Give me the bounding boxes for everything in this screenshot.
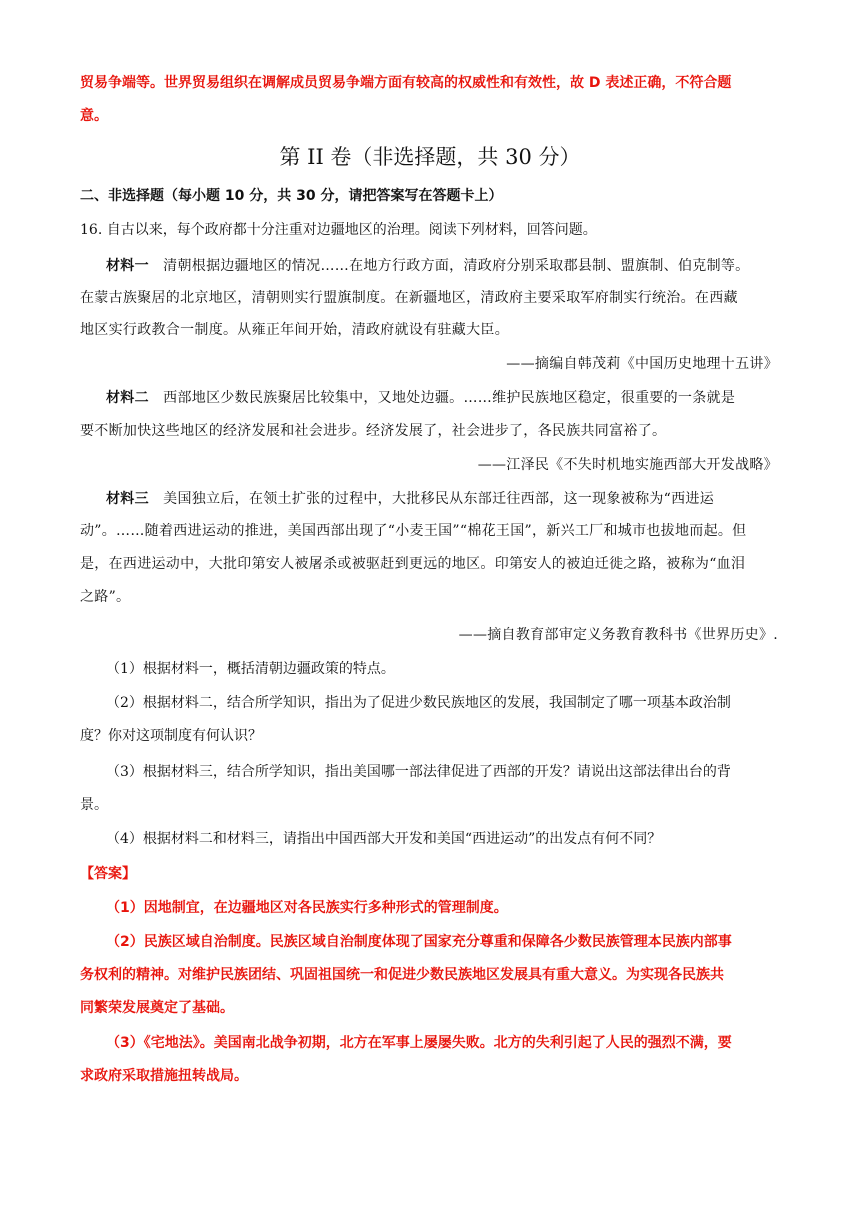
question-stem: 16. 自古以来，每个政府都十分注重对边疆地区的治理。阅读下列材料，回答问题。 bbox=[80, 222, 597, 238]
material-3-line-1 bbox=[106, 489, 780, 509]
material-1-line-1 bbox=[106, 256, 780, 276]
sub-question-1: （1）根据材料一，概括清朝边疆政策的特点。 bbox=[106, 661, 395, 677]
sub-question-2-line-2: 度？你对这项制度有何认识？ bbox=[80, 728, 262, 744]
answer-2-line-3: 同繁荣发展奠定了基础。 bbox=[80, 1000, 234, 1016]
previous-answer-line-1: 贸易争端等。世界贸易组织在调解成员贸易争端方面有较高的权威性和有效性，故 D 表述正确，不符合题 bbox=[80, 75, 732, 91]
material-1-source: ——摘编自韩茂莉《中国历史地理十五讲》 bbox=[506, 356, 778, 372]
material-1-line-2: 在蒙古族聚居的北京地区，清朝则实行盟旗制度。在新疆地区，清政府主要采取军府制实行统治。在西藏 bbox=[80, 290, 738, 306]
material-3-line-4: 之路”。 bbox=[80, 589, 131, 605]
answer-2-line-1: （2）民族区域自治制度。民族区域自治制度体现了国家充分尊重和保障各少数民族管理本民族内部事 bbox=[106, 934, 732, 950]
material-3-label: 材料三 bbox=[106, 491, 149, 507]
material-1-line-3: 地区实行政教合一制度。从雍正年间开始，清政府就设有驻藏大臣。 bbox=[80, 322, 509, 338]
sub-question-4: （4）根据材料二和材料三，请指出中国西部大开发和美国“西进运动”的出发点有何不同？ bbox=[106, 831, 662, 847]
answer-3-line-1: （3）《宅地法》。美国南北战争初期，北方在军事上屡屡失败。北方的失利引起了人民的强烈不满，要 bbox=[106, 1035, 732, 1051]
answer-3-line-2: 求政府采取措施扭转战局。 bbox=[80, 1068, 248, 1084]
material-2-line-1 bbox=[106, 388, 780, 408]
part-heading: 二、非选择题（每小题 10 分，共 30 分，请把答案写在答题卡上） bbox=[80, 188, 503, 204]
material-1-text-1: 清朝根据边疆地区的情况……在地方行政方面，清政府分别采取郡县制、盟旗制、伯克制等。 bbox=[163, 258, 750, 274]
answer-label: 【答案】 bbox=[80, 866, 136, 882]
material-2-line-2: 要不断加快这些地区的经济发展和社会进步。经济发展了，社会进步了，各民族共同富裕了。 bbox=[80, 423, 667, 439]
material-2-text-1: 西部地区少数民族聚居比较集中，又地处边疆。……维护民族地区稳定，很重要的一条就是 bbox=[163, 390, 736, 406]
sub-question-3-line-1: （3）根据材料三，结合所学知识，指出美国哪一部法律促进了西部的开发？请说出这部法律出台的背 bbox=[106, 764, 731, 780]
material-2-source: ——江泽民《不失时机地实施西部大开发战略》 bbox=[477, 457, 778, 473]
material-3-line-3: 是，在西进运动中，大批印第安人被屠杀或被驱赶到更远的地区。印第安人的被迫迁徙之路，被称为“血泪 bbox=[80, 556, 746, 572]
material-3-line-2: 动”。……随着西进运动的推进，美国西部出现了“小麦王国”“棉花王国”，新兴工厂和城市也拔地而起。但 bbox=[80, 523, 747, 539]
material-3-text-1: 美国独立后，在领土扩张的过程中，大批移民从东部迁往西部，这一现象被称为“西进运 bbox=[163, 491, 715, 507]
sub-question-2-line-1: （2）根据材料二，结合所学知识，指出为了促进少数民族地区的发展，我国制定了哪一项基本政治制 bbox=[106, 695, 731, 711]
material-2-label: 材料二 bbox=[106, 390, 149, 406]
material-3-source: ——摘自教育部审定义务教育教科书《世界历史》. bbox=[458, 627, 778, 643]
answer-1: （1）因地制宜，在边疆地区对各民族实行多种形式的管理制度。 bbox=[106, 900, 508, 916]
sub-question-3-line-2: 景。 bbox=[80, 797, 108, 813]
answer-2-line-2: 务权利的精神。对维护民族团结、巩固祖国统一和促进少数民族地区发展具有重大意义。为实现各民族共 bbox=[80, 967, 724, 983]
material-1-label: 材料一 bbox=[106, 258, 149, 274]
previous-answer-line-2: 意。 bbox=[80, 108, 108, 124]
section-title: 第 II 卷（非选择题，共 30 分） bbox=[279, 145, 581, 169]
